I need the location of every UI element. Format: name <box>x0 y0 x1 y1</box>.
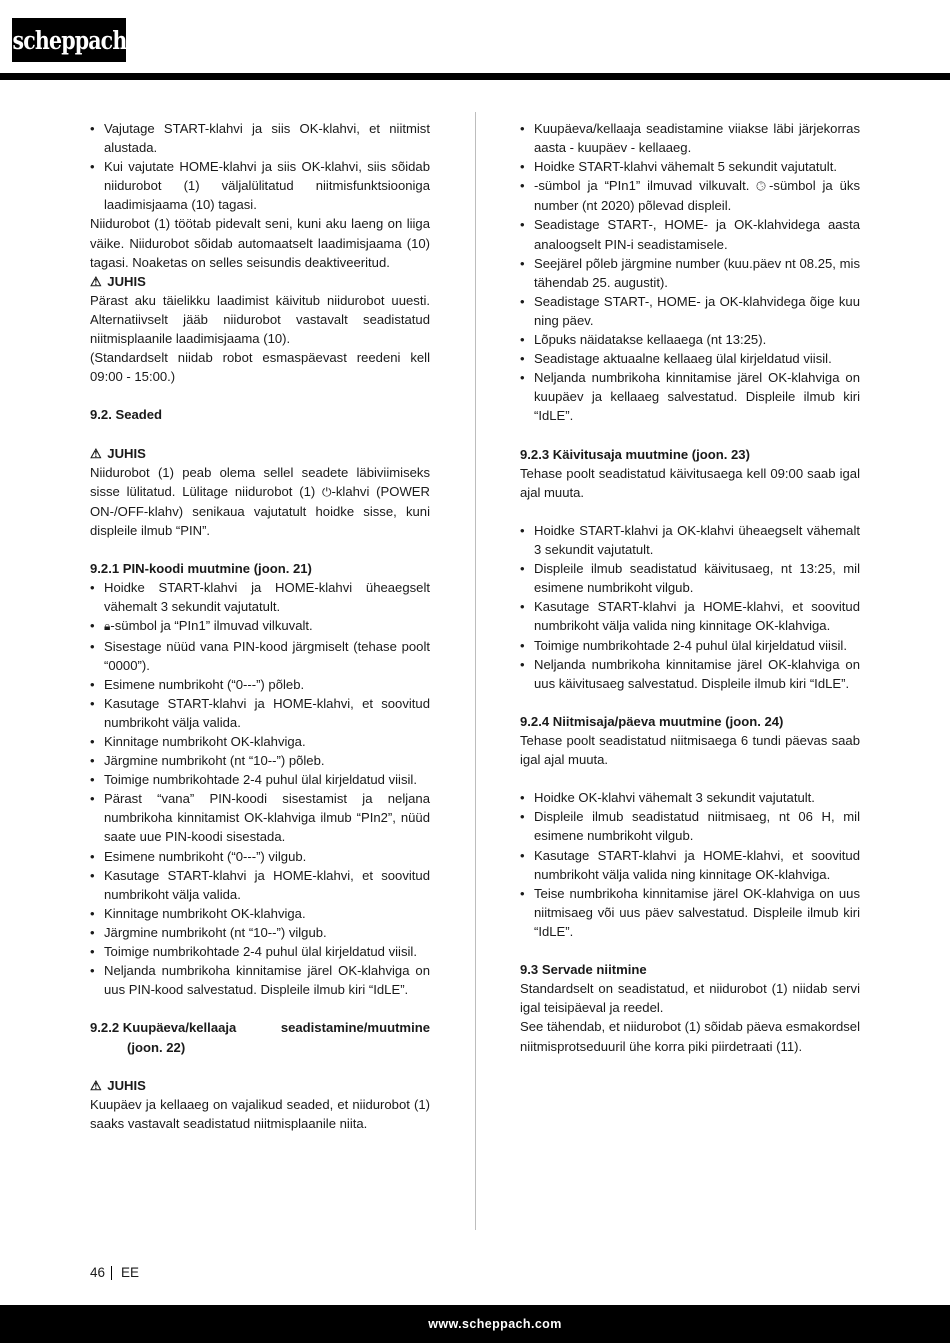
list-item: • Seejärel põleb järgmine number (kuu.päev nt 08.25, mis tähendab 25. augustit). <box>520 254 860 292</box>
note-label: JUHIS <box>107 445 146 461</box>
website-link[interactable]: www.scheppach.com <box>428 1317 562 1331</box>
list-item: • Toimige numbrikohtade 2-4 puhul ülal kirjeldatud viisil. <box>90 942 430 961</box>
bullet-list <box>90 119 430 214</box>
heading-part: seadistamine/muutmine <box>280 1020 430 1036</box>
section-heading: 9.3 Servade niitmine <box>520 962 647 978</box>
list-item: • Hoidke START-klahvi ja OK-klahvi üheaegselt vähemalt 3 sekundit vajutatult. <box>520 521 860 559</box>
list-item: • Hoidke START-klahvi vähemalt 5 sekundit vajutatult. <box>520 157 860 176</box>
list-item: • Hoidke START-klahvi ja HOME-klahvi üheaegselt vähemalt 3 sekundit vajutatult. <box>90 578 430 616</box>
scheppach-logo <box>12 18 126 62</box>
warning-icon: ⚠ <box>90 1077 102 1093</box>
list-item: • Kasutage START-klahvi ja HOME-klahvi, et soovitud numbrikoht välja valida. <box>90 694 430 732</box>
note-label: JUHIS <box>107 273 146 289</box>
heading-part: 9.2.2 Kuupäeva/kellaaja <box>90 1020 237 1036</box>
list-item: • Displeile ilmub seadistatud käivitusaeg, nt 13:25, mil esimene numbrikoht vilgub. <box>520 559 860 597</box>
paragraph: (Standardselt niidab robot esmaspäevast reedeni kell 09:00 - 15:00.) <box>90 350 430 385</box>
list-item: • Pärast “vana” PIN-koodi sisestamist ja neljana numbrikoha kinnitamist OK-klahviga ilmub “PIn2”, nüüd saate uue PIN-koodi sisestada. <box>90 789 430 846</box>
text-span: Niidurobot (1) peab olema sellel seadete läbiviimiseks sisse lülitatud. Lülitage niidurobot (1) <box>90 464 430 499</box>
list-item: • Vajutage START-klahvi ja siis OK-klahvi, et niitmist alustada. <box>90 119 430 157</box>
list-item: • Järgmine numbrikoht (nt “10--”) vilgub. <box>90 923 430 942</box>
list-item: • Toimige numbrikohtade 2-4 puhul ülal kirjeldatud viisil. <box>520 636 860 655</box>
list-item: • Displeile ilmub seadistatud niitmisaeg, nt 06 H, mil esimene numbrikoht vilgub. <box>520 807 860 845</box>
bullet-list <box>520 119 860 426</box>
list-item: • Neljanda numbrikoha kinnitamise järel OK-klahviga on kuupäev ja kellaaeg salvestatud. Displeile ilmub kiri “IdLE”. <box>520 368 860 425</box>
header-rule <box>0 73 950 80</box>
list-item: • Neljanda numbrikoha kinnitamise järel OK-klahviga on uus PIN-kood salvestatud. Displeile ilmub kiri “IdLE”. <box>90 961 430 999</box>
note-heading <box>90 1076 430 1095</box>
list-item: • Seadistage START-, HOME- ja OK-klahvidega aasta analoogselt PIN-i seadistamisele. <box>520 215 860 253</box>
paragraph: Pärast aku täielikku laadimist käivitub niidurobot uuesti. Alternatiivselt jääb niidurobot vastavalt seadistatud niitmisplaanile laadimisjaama (10). <box>90 292 430 347</box>
text-span: -klahvi (POWER ON-/OFF-klahv) senikaua vajutatult hoidke sisse, kuni displeile ilmub “PIN”. <box>90 483 430 538</box>
text-span: -sümbol ja “PIn1” ilmuvad vilkuvalt. <box>110 618 313 634</box>
power-icon: ⏻ <box>322 484 332 499</box>
section-heading: 9.2.4 Niitmisaja/päeva muutmine (joon. 24) <box>520 713 784 729</box>
footer-bar <box>0 1305 950 1343</box>
list-item: • Hoidke OK-klahvi vähemalt 3 sekundit vajutatult. <box>520 788 860 807</box>
list-item: • Kinnitage numbrikoht OK-klahviga. <box>90 904 430 923</box>
list-item: • Kasutage START-klahvi ja HOME-klahvi, et soovitud numbrikoht välja valida. <box>90 866 430 904</box>
list-item: • Lõpuks näidatakse kellaaega (nt 13:25). <box>520 330 860 349</box>
paragraph: See tähendab, et niidurobot (1) sõidab päeva esmakordsel niitmisprotseduuril ühe korra piki piirdetraati (11). <box>520 1019 860 1054</box>
section-heading <box>90 1018 430 1037</box>
list-item: • Neljanda numbrikoha kinnitamise järel OK-klahviga on uus käivitusaeg salvestatud. Displeile ilmub kiri “IdLE”. <box>520 655 860 693</box>
bullet-list <box>520 788 860 941</box>
list-item: • Järgmine numbrikoht (nt “10--”) põleb. <box>90 751 430 770</box>
bullet-list <box>520 521 860 693</box>
left-column <box>90 119 430 1133</box>
paragraph: Standardselt on seadistatud, et niidurobot (1) niidab servi igal teisipäeval ja reedel. <box>520 981 860 1016</box>
right-column <box>520 119 860 1056</box>
column-divider <box>475 112 476 1230</box>
text-span: -sümbol ja üks number (nt 2020) põlevad displeil. <box>534 178 860 214</box>
list-item: • Seadistage START-, HOME- ja OK-klahvidega õige kuu ning päev. <box>520 292 860 330</box>
note-heading <box>90 444 430 463</box>
list-item: • Esimene numbrikoht (“0---”) põleb. <box>90 675 430 694</box>
lock-icon: 🔒︎ <box>104 619 111 634</box>
bullet-list <box>90 578 430 999</box>
paragraph <box>90 463 430 540</box>
section-heading: 9.2. Seaded <box>90 407 163 423</box>
list-item: • Kui vajutate HOME-klahvi ja siis OK-klahvi, siis sõidab niidurobot (1) väljalülitatud niitmisfunktsiooniga laadimisjaama (10) tagasi. <box>90 157 430 214</box>
clock-icon: 🕓︎ <box>756 179 770 194</box>
paragraph: Tehase poolt seadistatud niitmisaega 6 tundi päevas saab igal ajal muuta. <box>520 733 860 768</box>
warning-icon: ⚠ <box>90 445 102 461</box>
section-heading: 9.2.3 Käivitusaja muutmine (joon. 23) <box>520 446 750 462</box>
language-code: EE <box>121 1265 140 1280</box>
list-item: • Esimene numbrikoht (“0---”) vilgub. <box>90 847 430 866</box>
list-item <box>90 616 430 636</box>
note-label: JUHIS <box>107 1077 146 1093</box>
note-heading <box>90 272 430 291</box>
list-item: • Kasutage START-klahvi ja HOME-klahvi, et soovitud numbrikoht välja valida ning kinnitage OK-klahviga. <box>520 597 860 635</box>
list-item: • Sisestage nüüd vana PIN-kood järgmiselt (tehase poolt “0000”). <box>90 637 430 675</box>
paragraph: Niidurobot (1) töötab pidevalt seni, kuni aku laeng on liiga väike. Niidurobot sõidab automaatselt laadimisjaama (10) tagasi. Noaketas on selles seisundis deaktiveeritud. <box>90 216 430 270</box>
list-item: • Toimige numbrikohtade 2-4 puhul ülal kirjeldatud viisil. <box>90 770 430 789</box>
warning-icon: ⚠ <box>90 273 102 289</box>
list-item: • Teise numbrikoha kinnitamise järel OK-klahviga on uus niitmisaeg või uus päev salvestatud. Displeile ilmub kiri “IdLE”. <box>520 884 860 941</box>
list-item: • Kinnitage numbrikoht OK-klahviga. <box>90 732 430 751</box>
list-item: • Seadistage aktuaalne kellaaeg ülal kirjeldatud viisil. <box>520 349 860 368</box>
section-heading-cont: (joon. 22) <box>127 1039 186 1055</box>
logo-text: scheppach <box>12 25 126 55</box>
page-number: 46 <box>90 1265 106 1280</box>
list-item: • Kasutage START-klahvi ja HOME-klahvi, et soovitud numbrikoht välja valida ning kinnitage OK-klahviga. <box>520 846 860 884</box>
paragraph: Tehase poolt seadistatud käivitusaega kell 09:00 saab igal ajal muuta. <box>520 465 860 500</box>
page-footer <box>90 1265 139 1280</box>
list-item: • Kuupäeva/kellaaja seadistamine viiakse läbi järjekorras aasta - kuupäev - kellaaeg. <box>520 119 860 157</box>
section-heading: 9.2.1 PIN-koodi muutmine (joon. 21) <box>90 561 312 577</box>
list-item <box>520 176 860 215</box>
footer-separator <box>111 1266 112 1280</box>
text-span: -sümbol ja “PIn1” ilmuvad vilkuvalt. <box>534 178 757 194</box>
paragraph: Kuupäev ja kellaaeg on vajalikud seaded, et niidurobot (1) saaks vastavalt seadistatud niitmisplaanile niita. <box>90 1096 430 1131</box>
